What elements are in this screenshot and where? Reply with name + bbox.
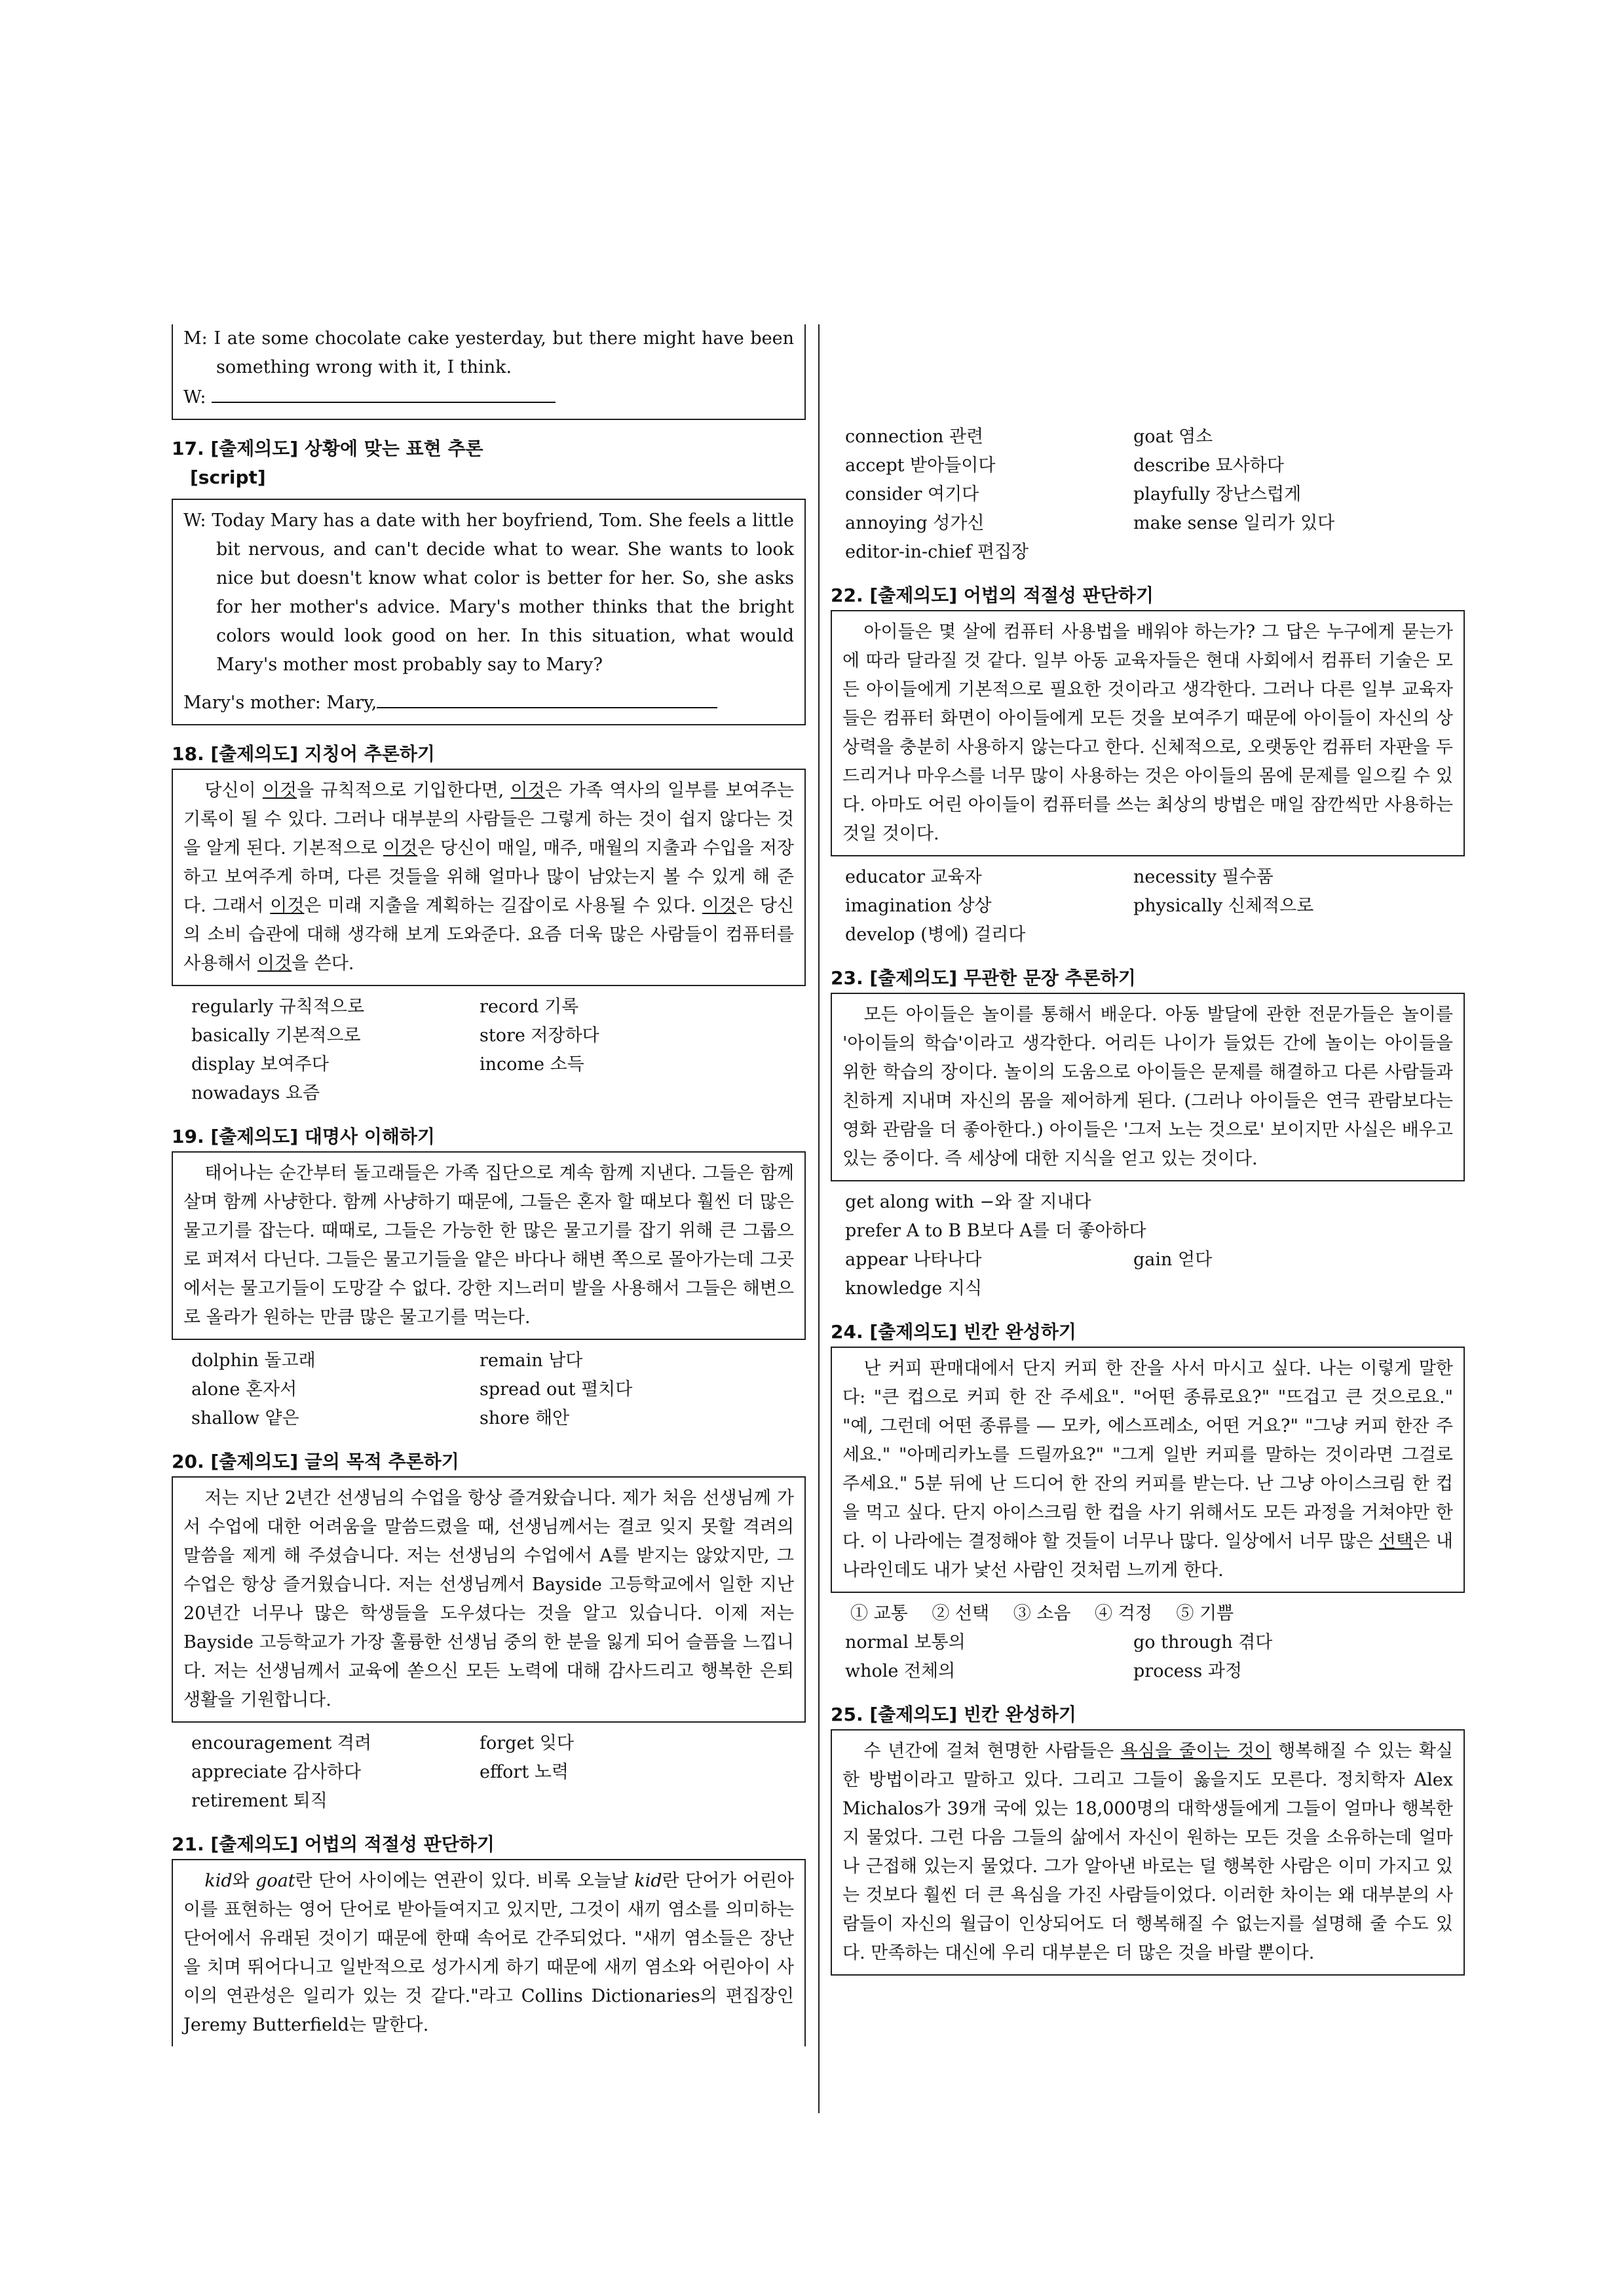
q22-vocab [831, 856, 1465, 949]
vocab-item: retirement 퇴직 [191, 1791, 328, 1811]
option-2[interactable]: ② 선택 [932, 1603, 990, 1624]
option-5[interactable]: ⑤ 기쁨 [1176, 1603, 1234, 1624]
vocab-item: regularly 규칙적으로 [191, 997, 365, 1017]
vocab-item: necessity 필수품 [1133, 867, 1274, 887]
vocab-item: make sense 일리가 있다 [1133, 513, 1335, 533]
vocab-item: annoying 성가신 [845, 513, 985, 533]
vocab-item: connection 관련 [845, 427, 984, 447]
vocab-item: shore 해안 [480, 1408, 570, 1428]
vocab-item: process 과정 [1133, 1661, 1243, 1681]
vocab-item: nowadays 요즘 [191, 1083, 320, 1103]
option-3[interactable]: ③ 소음 [1013, 1603, 1071, 1624]
q22-passage: 아이들은 몇 살에 컴퓨터 사용법을 배워야 하는가? 그 답은 누구에게 묻는가에 따라 달라질 것 같다. 일부 아동 교육자들은 현대 사회에서 컴퓨터 기술은 모든 아이들에게 기본적으로 필요한 것이라고 생각한다. 그러나 다른 일부 교육자들은 컴퓨터 화면이 아이들에게 모든 것을 보여주기 때문에 아이들이 자신의 상상력을 충분히 사용하지 않는다고 한다. 신체적으로, 오랫동안 컴퓨터 자판을 두드리거나 마우스를 너무 많이 사용하는 것은 아이들의 몸에 문제를 일으킬 수 있다. 아마도 어린 아이들이 컴퓨터를 쓰는 최상의 방법은 매일 잠깐씩만 사용하는 것일 것이다. [842, 622, 1453, 844]
vocab-item: record 기록 [480, 997, 579, 1017]
underlined-word: 이것 [510, 780, 545, 801]
underlined-word: 이것 [257, 953, 292, 974]
italic-word: goat [255, 1871, 295, 1891]
vocab-item: goat 염소 [1133, 427, 1213, 447]
left-column [172, 324, 806, 2046]
q24-box [831, 1347, 1465, 1593]
italic-word: kid [204, 1871, 233, 1891]
underlined-word: 이것 [262, 780, 297, 801]
q19-passage: 태어나는 순간부터 돌고래들은 가족 집단으로 계속 함께 지낸다. 그들은 함께 살며 함께 사냥한다. 함께 사냥하기 때문에, 그들은 혼자 할 때보다 훨씬 더 많은 물고기를 잡는다. 때때로, 그들은 가능한 한 많은 물고기를 잡기 위해 큰 그룹으로 퍼져서 다닌다. 그들은 물고기들을 얕은 바다나 해변 쪽으로 몰아가는데 그곳에서는 물고기들이 도망갈 수 없다. 강한 지느러미 발을 사용해서 그들은 해변으로 올라가 원하는 만큼 많은 물고기를 먹는다. [183, 1163, 794, 1328]
vocab-item: remain 남다 [480, 1350, 583, 1371]
vocab-item: normal 보통의 [845, 1632, 966, 1653]
vocab-item: display 보여주다 [191, 1054, 329, 1075]
q23-box [831, 993, 1465, 1181]
q20-vocab [172, 1723, 806, 1816]
vocab-item: store 저장하다 [480, 1025, 599, 1046]
q16-dialog-box [172, 324, 806, 420]
q23-passage: 모든 아이들은 놀이를 통해서 배운다. 아동 발달에 관한 전문가들은 놀이를 '아이들의 학습'이라고 생각한다. 어리든 나이가 들었든 간에 놀이는 아이들을 위한 학습의 장이다. 놀이의 도움으로 아이들은 문제를 해결하고 다른 사람들과 친하게 지내며 자신의 몸을 제어하게 된다. (그러나 아이들은 연극 관람보다는 영화 관람을 더 좋아한다.) 아이들은 '그저 노는 것으로' 보이지만 사실은 배우고 있는 중이다. 즉 세상에 대한 지식을 얻고 있는 것이다. [842, 1004, 1453, 1169]
underlined-word: 이것 [270, 896, 305, 916]
column-divider [818, 324, 820, 2113]
q18-heading: 18. [출제의도] 지칭어 추론하기 [172, 743, 435, 765]
q24-heading: 24. [출제의도] 빈칸 완성하기 [831, 1321, 1076, 1343]
vocab-item: encouragement 격려 [191, 1733, 371, 1753]
q18-passage: 당신이 이것을 규칙적으로 기입한다면, 이것은 가족 역사의 일부를 보여주는 기록이 될 수 있다. 그러나 대부분의 사람들은 그렇게 하는 것이 쉽지 않다는 것을 알게 된다. 기본적으로 이것은 당신이 매일, 매주, 매월의 지출과 수입을 저장하고 보여주게 하며, 다른 것들을 위해 얼마나 많이 남았는지 볼 수 있게 해 준다. 그래서 이것은 미래 지출을 계획하는 길잡이로 사용될 수 있다. 이것은 당신의 소비 습관에 대해 생각해 보게 도와준다. 요즘 더욱 많은 사람들이 컴퓨터를 사용해서 이것을 쓴다. [183, 780, 794, 974]
vocab-item: appear 나타나다 [845, 1250, 982, 1270]
underlined-word: 이것 [383, 838, 418, 858]
vocab-item: whole 전체의 [845, 1661, 956, 1681]
vocab-item: dolphin 돌고래 [191, 1350, 316, 1371]
vocab-item: knowledge 지식 [845, 1278, 983, 1299]
answer-blank [212, 382, 556, 403]
vocab-item: gain 얻다 [1133, 1250, 1213, 1270]
underlined-word: 선택 [1378, 1531, 1413, 1552]
q20-heading: 20. [출제의도] 글의 목적 추론하기 [172, 1451, 459, 1472]
q21-box-part1 [172, 1859, 806, 2046]
vocab-item: income 소득 [480, 1054, 584, 1075]
vocab-item: basically 기본적으로 [191, 1025, 361, 1046]
q17-answer-line [183, 687, 794, 718]
vocab-item: prefer A to B B보다 A를 더 좋아하다 [845, 1221, 1146, 1241]
vocab-item: physically 신체적으로 [1133, 896, 1314, 916]
vocab-item: shallow 얕은 [191, 1408, 299, 1428]
vocab-item: playfully 장난스럽게 [1133, 484, 1302, 505]
q17-box [172, 499, 806, 725]
option-1[interactable]: ① 교통 [850, 1603, 908, 1624]
answer-blank [377, 687, 717, 708]
q17-heading: 17. [출제의도] 상황에 맞는 표현 추론 [172, 438, 483, 459]
q24-options [831, 1593, 1465, 1628]
q19-heading: 19. [출제의도] 대명사 이해하기 [172, 1126, 435, 1147]
right-column [831, 324, 1465, 1976]
q20-passage: 저는 지난 2년간 선생님의 수업을 항상 즐겨왔습니다. 제가 처음 선생님께 가서 수업에 대한 어려움을 말씀드렸을 때, 선생님께서는 결코 잊지 못할 격려의 말씀을 제게 해 주셨습니다. 저는 선생님의 수업에서 A를 받지는 않았지만, 그 수업은 항상 즐거웠습니다. 저는 선생님께서 Bayside 고등학교에서 일한 지난 20년간 너무나 많은 학생들을 도우셨다는 것을 알고 있습니다. 이제 저는 Bayside 고등학교가 가장 훌륭한 선생님 중의 한 분을 잃게 되어 슬픔을 느낍니다. 저는 선생님께서 교육에 쏟으신 모든 노력에 대해 감사드리고 행복한 은퇴 생활을 기원합니다. [183, 1488, 794, 1710]
vocab-item: go through 겪다 [1133, 1632, 1273, 1653]
dialog-w-line [183, 382, 794, 412]
vocab-item: accept 받아들이다 [845, 455, 996, 476]
q24-passage: 난 커피 판매대에서 단지 커피 한 잔을 사서 마시고 싶다. 나는 이렇게 말한다: "큰 컵으로 커피 한 잔 주세요". "어떤 종류로요?" "뜨겁고 큰 것으로요." "예, 그런데 어떤 종류를 ― 모카, 에스프레소, 어떤 거요?" "그냥 커피 한잔 주세요." "아메리카노를 드릴까요?" "그게 일반 커피를 말하는 것이라면 그걸로 주세요." 5분 뒤에 난 드디어 한 잔의 커피를 받는다. 난 그냥 아이스크림 한 컵을 먹고 싶다. 단지 아이스크림 한 컵을 사기 위해서도 모든 과정을 거쳐야만 한다. 이 나라에는 결정해야 할 것들이 너무나 많다. 일상에서 너무 많은 선택은 내 나라인데도 내가 낯선 사람인 것처럼 느끼게 한다. [842, 1358, 1453, 1580]
q23-heading: 23. [출제의도] 무관한 문장 추론하기 [831, 967, 1136, 989]
vocab-item: spread out 펼치다 [480, 1379, 633, 1400]
q22-heading: 22. [출제의도] 어법의 적절성 판단하기 [831, 584, 1154, 606]
vocab-item: alone 혼자서 [191, 1379, 297, 1400]
underlined-word: 이것 [702, 896, 737, 916]
q24-vocab [831, 1628, 1465, 1686]
q21-passage: kid와 goat란 단어 사이에는 연관이 있다. 비록 오늘날 kid란 단어가 어린아이를 표현하는 영어 단어로 받아들여지고 있지만, 그것이 새끼 염소를 의미하는 단어에서 유래된 것이기 때문에 한때 속어로 간주되었다. "새끼 염소들은 장난을 치며 뛰어다니고 일반적으로 성가시게 하기 때문에 새끼 염소와 어린아이 사이의 연관성은 일리가 있는 것 같다."라고 Collins Dictionaries의 편집장인 Jeremy Butterfield는 말한다. [183, 1871, 794, 2035]
dialog-m-line: M: I ate some chocolate cake yesterday, but there might have been something wrong with it, I think. [183, 328, 794, 377]
q21-vocab [831, 324, 1465, 567]
q18-box [172, 769, 806, 986]
q18-vocab [172, 986, 806, 1108]
vocab-item: imagination 상상 [845, 896, 992, 916]
q22-box [831, 610, 1465, 856]
underlined-phrase: 욕심을 줄이는 것이 [1120, 1741, 1272, 1761]
vocab-item: effort 노력 [480, 1762, 569, 1782]
vocab-item: develop (병에) 걸리다 [845, 925, 1026, 945]
vocab-item: forget 잊다 [480, 1733, 575, 1753]
q20-box [172, 1476, 806, 1723]
vocab-item: get along with −와 잘 지내다 [845, 1192, 1091, 1212]
q25-heading: 25. [출제의도] 빈칸 완성하기 [831, 1704, 1076, 1725]
answer-label: Mary's mother: Mary, [183, 693, 377, 713]
vocab-item: editor-in-chief 편집장 [845, 542, 1029, 562]
q25-passage: 수 년간에 걸쳐 현명한 사람들은 욕심을 줄이는 것이 행복해질 수 있는 확실한 방법이라고 말하고 있다. 그리고 그들이 옳을지도 모른다. 정치학자 Alex Michalos가 39개 국에 있는 18,000명의 대학생들에게 그들이 얼마나 행복한지 물었다. 그런 다음 그들의 삶에서 자신이 원하는 모든 것을 소유하는데 얼마나 근접해 있는지 물었다. 그가 알아낸 바로는 덜 행복한 사람은 이미 가지고 있는 것보다 훨씬 더 큰 욕심을 가진 사람들이었다. 이러한 차이는 왜 대부분의 사람들이 자신의 월급이 인상되어도 더 행복해질 수 없는지를 설명해 줄 수도 있다. 만족하는 대신에 우리 대부분은 더 많은 것을 바랄 뿐이다. [842, 1741, 1453, 1963]
q19-vocab [172, 1340, 806, 1433]
q17-script-text: W: Today Mary has a date with her boyfriend, Tom. She feels a little bit nervous, and can't decide what to wear. She wants to look nice but doesn't know what color is better for her. So, she asks for her mother's advice. Mary's mother thinks that the bright colors would look good on her. In this situation, what would Mary's mother most probably say to Mary? [183, 510, 794, 675]
q21-heading: 21. [출제의도] 어법의 적절성 판단하기 [172, 1833, 495, 1855]
w-label: W: [183, 387, 206, 408]
vocab-item: appreciate 감사하다 [191, 1762, 362, 1782]
vocab-item: describe 묘사하다 [1133, 455, 1284, 476]
vocab-item: consider 여기다 [845, 484, 979, 505]
q25-box [831, 1729, 1465, 1976]
option-4[interactable]: ④ 걱정 [1095, 1603, 1152, 1624]
vocab-item: educator 교육자 [845, 867, 982, 887]
italic-word: kid [634, 1871, 662, 1891]
script-label: [script] [190, 467, 266, 488]
q23-vocab [831, 1181, 1465, 1303]
q19-box [172, 1151, 806, 1340]
